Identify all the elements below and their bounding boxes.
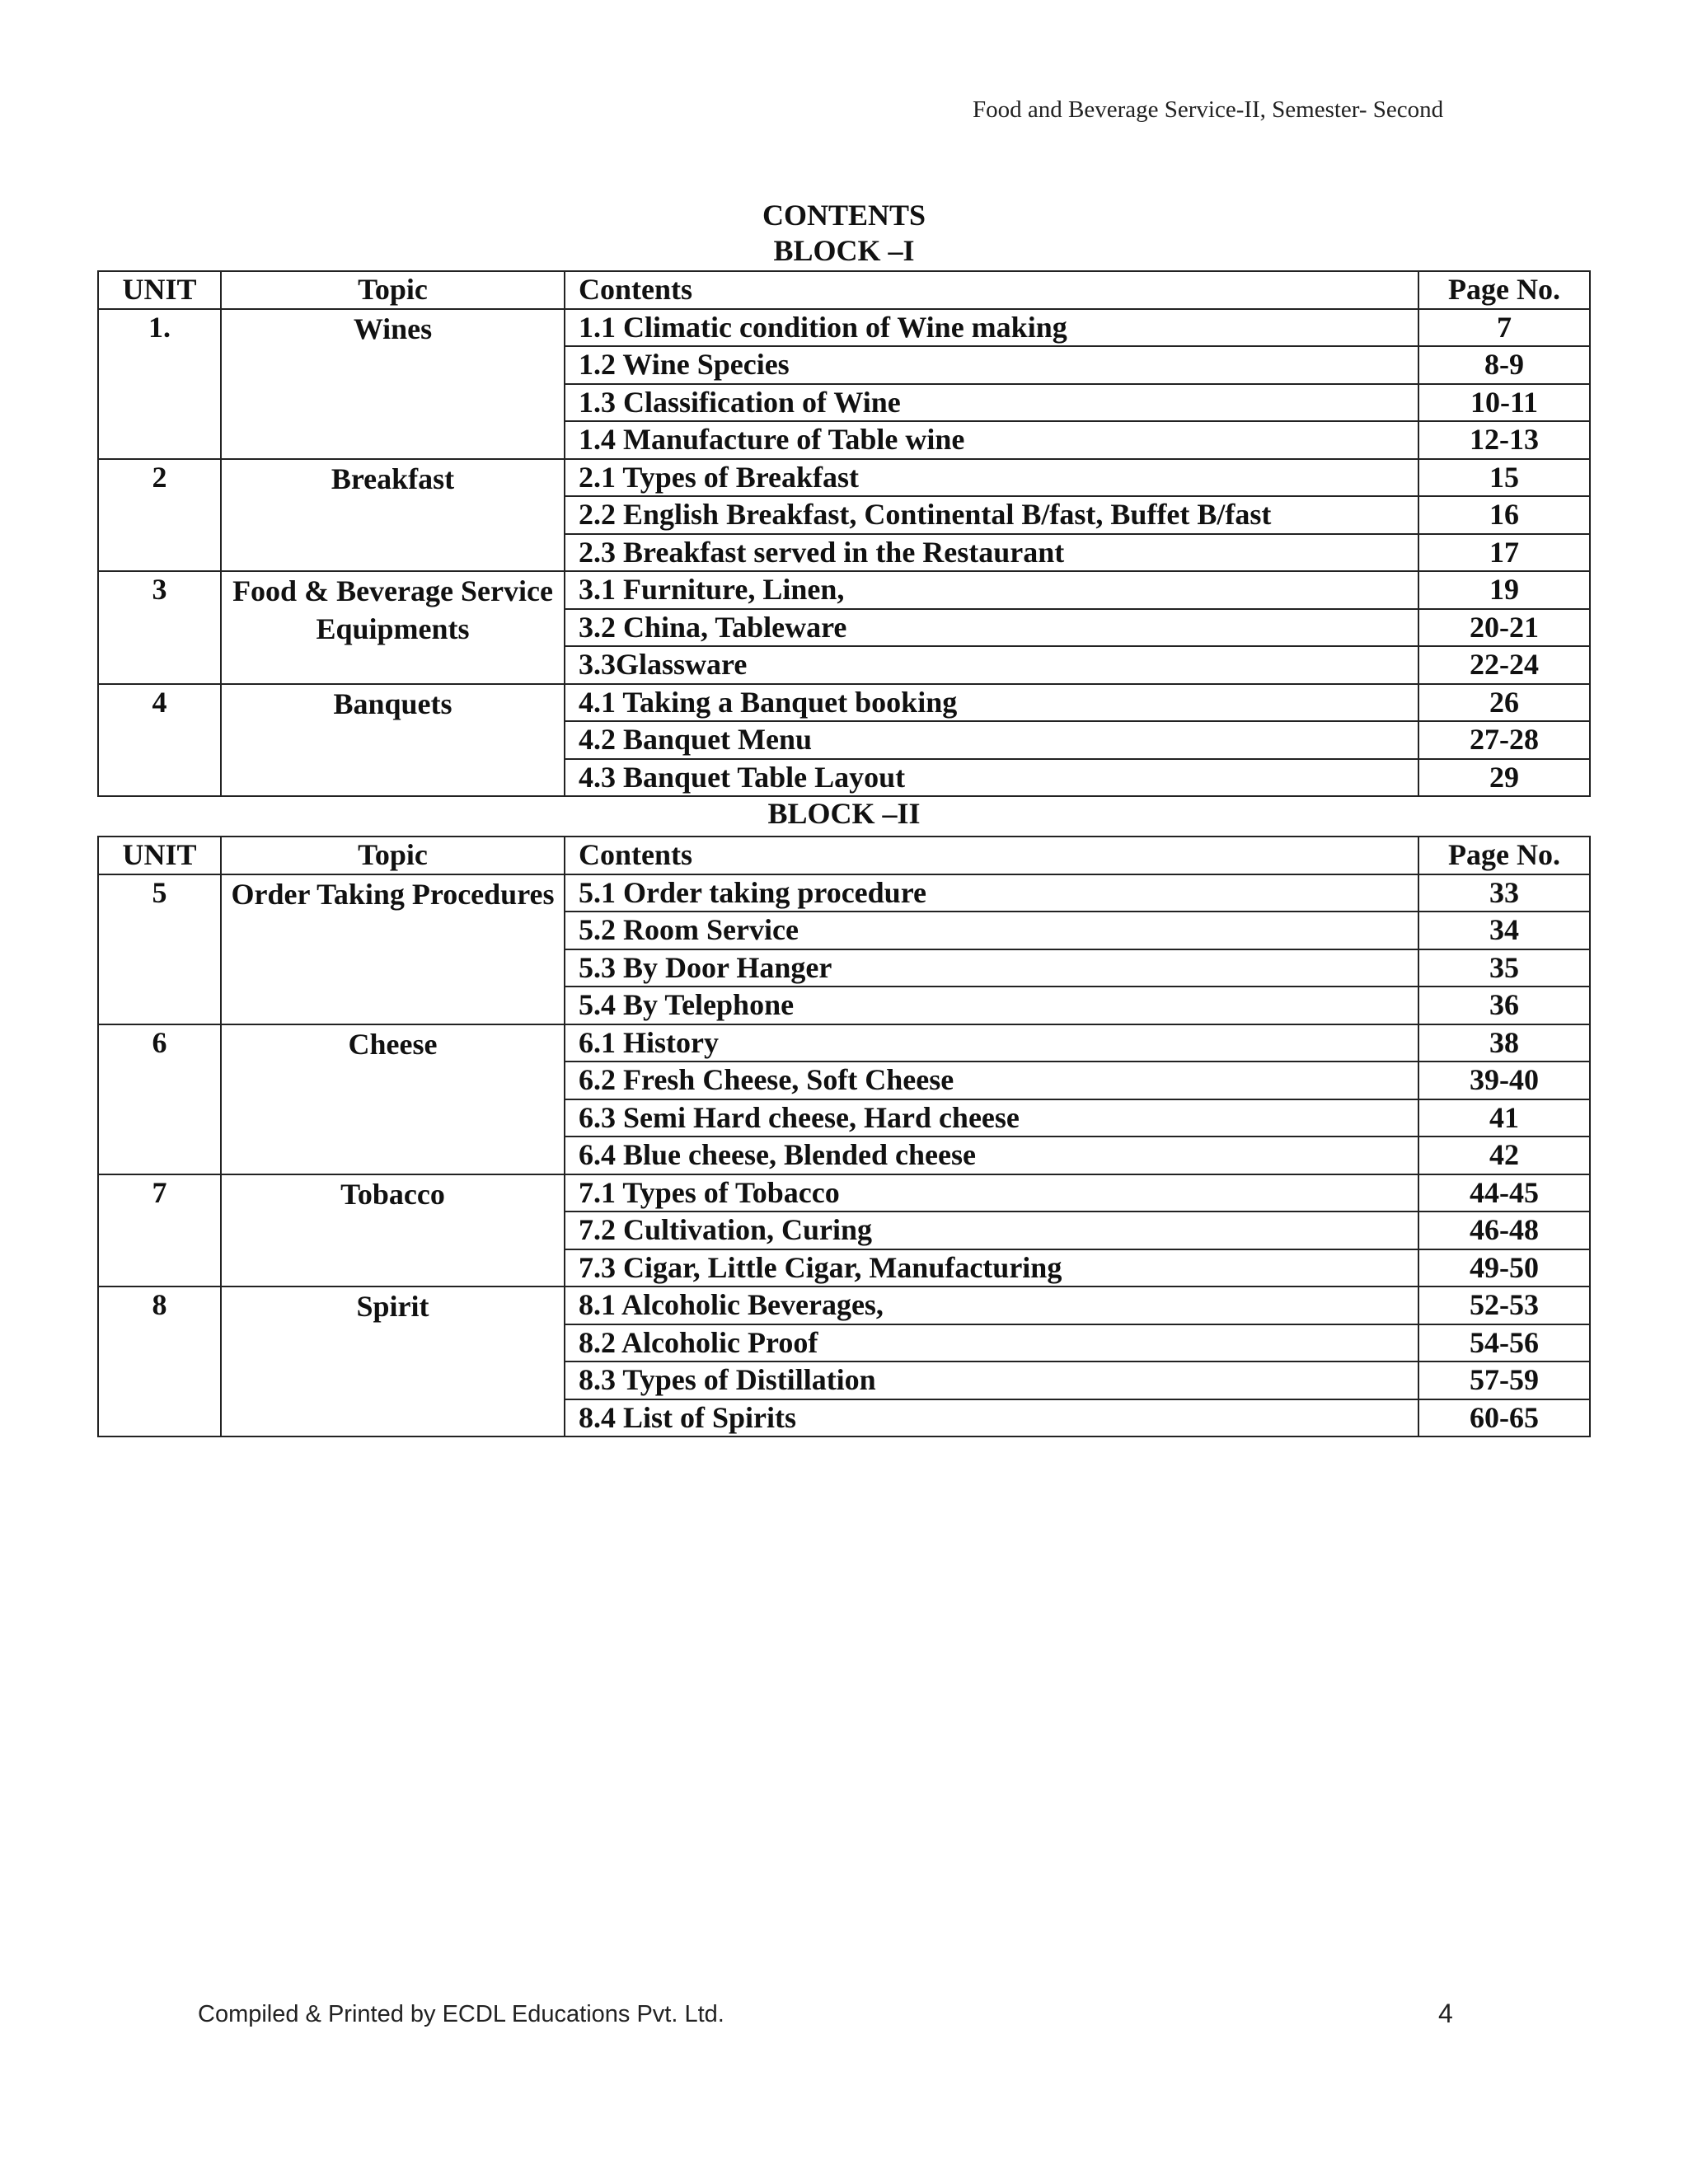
unit-number: 4 (98, 684, 221, 797)
content-entry: 2.3 Breakfast served in the Restaurant (565, 534, 1418, 572)
content-entry: 7.1 Types of Tobacco (565, 1174, 1418, 1212)
content-entry: 6.3 Semi Hard cheese, Hard cheese (565, 1099, 1418, 1137)
column-header-page: Page No. (1418, 271, 1590, 309)
page-ref: 8-9 (1418, 346, 1590, 384)
table-row (98, 684, 1590, 722)
content-entry: 4.2 Banquet Menu (565, 721, 1418, 759)
unit-number: 2 (98, 459, 221, 572)
table-header-row (98, 271, 1590, 309)
content-entry: 8.4 List of Spirits (565, 1399, 1418, 1437)
page-ref: 27-28 (1418, 721, 1590, 759)
page-ref: 26 (1418, 684, 1590, 722)
content-entry: 2.1 Types of Breakfast (565, 459, 1418, 497)
unit-topic: Order Taking Procedures (221, 874, 565, 1024)
unit-topic: Banquets (221, 684, 565, 797)
page-ref: 12-13 (1418, 421, 1590, 459)
unit-topic: Wines (221, 309, 565, 459)
page-ref: 10-11 (1418, 384, 1590, 422)
content-entry: 1.4 Manufacture of Table wine (565, 421, 1418, 459)
content-entry: 7.3 Cigar, Little Cigar, Manufacturing (565, 1249, 1418, 1287)
table-row (98, 874, 1590, 912)
content-entry: 8.3 Types of Distillation (565, 1361, 1418, 1399)
page-ref: 36 (1418, 987, 1590, 1024)
table-row (98, 1024, 1590, 1062)
content-entry: 1.1 Climatic condition of Wine making (565, 309, 1418, 347)
column-header-topic: Topic (221, 837, 565, 874)
content-entry: 2.2 English Breakfast, Continental B/fast, Buffet B/fast (565, 496, 1418, 534)
block-body (98, 309, 1590, 797)
toc-table (97, 270, 1591, 797)
block-title: BLOCK –I (773, 234, 915, 267)
page-ref: 49-50 (1418, 1249, 1590, 1287)
unit-number: 7 (98, 1174, 221, 1287)
content-entry: 6.4 Blue cheese, Blended cheese (565, 1137, 1418, 1174)
page-ref: 42 (1418, 1137, 1590, 1174)
content-entry: 5.3 By Door Hanger (565, 949, 1418, 987)
page-number: 4 (1438, 1999, 1453, 2028)
table-row (98, 459, 1590, 497)
content-entry: 1.2 Wine Species (565, 346, 1418, 384)
column-header-topic: Topic (221, 271, 565, 309)
unit-topic: Tobacco (221, 1174, 565, 1287)
page-ref: 35 (1418, 949, 1590, 987)
content-entry: 8.2 Alcoholic Proof (565, 1324, 1418, 1362)
unit-number: 1. (98, 309, 221, 459)
column-header-page: Page No. (1418, 837, 1590, 874)
page-ref: 57-59 (1418, 1361, 1590, 1399)
page-ref: 16 (1418, 496, 1590, 534)
content-entry: 4.3 Banquet Table Layout (565, 759, 1418, 797)
content-entry: 5.1 Order taking procedure (565, 874, 1418, 912)
unit-number: 5 (98, 874, 221, 1024)
page-ref: 41 (1418, 1099, 1590, 1137)
content-entry: 6.2 Fresh Cheese, Soft Cheese (565, 1062, 1418, 1099)
page-ref: 52-53 (1418, 1286, 1590, 1324)
unit-topic: Spirit (221, 1286, 565, 1436)
content-entry: 3.3Glassware (565, 646, 1418, 684)
content-entry: 1.3 Classification of Wine (565, 384, 1418, 422)
block-body (98, 874, 1590, 1437)
table-header-row (98, 837, 1590, 874)
running-header: Food and Beverage Service-II, Semester- Second (973, 96, 1444, 123)
page-ref: 54-56 (1418, 1324, 1590, 1362)
page-ref: 19 (1418, 571, 1590, 609)
page-ref: 20-21 (1418, 609, 1590, 647)
column-header-unit: UNIT (98, 837, 221, 874)
page-ref: 60-65 (1418, 1399, 1590, 1437)
unit-topic: Breakfast (221, 459, 565, 572)
table-row (98, 571, 1590, 609)
column-header-unit: UNIT (98, 271, 221, 309)
content-entry: 5.4 By Telephone (565, 987, 1418, 1024)
page-ref: 7 (1418, 309, 1590, 347)
content-entry: 8.1 Alcoholic Beverages, (565, 1286, 1418, 1324)
page-ref: 44-45 (1418, 1174, 1590, 1212)
unit-topic: Food & Beverage Service Equipments (221, 571, 565, 684)
page-ref: 17 (1418, 534, 1590, 572)
page-ref: 33 (1418, 874, 1590, 912)
unit-number: 3 (98, 571, 221, 684)
page-ref: 34 (1418, 912, 1590, 949)
table-row (98, 1174, 1590, 1212)
page-ref: 46-48 (1418, 1212, 1590, 1249)
page-ref: 38 (1418, 1024, 1590, 1062)
content-entry: 3.2 China, Tableware (565, 609, 1418, 647)
footer-text: Compiled & Printed by ECDL Educations Pvt. Ltd. (198, 2001, 724, 2027)
column-header-contents: Contents (565, 271, 1418, 309)
content-entry: 7.2 Cultivation, Curing (565, 1212, 1418, 1249)
content-entry: 4.1 Taking a Banquet booking (565, 684, 1418, 722)
page-ref: 29 (1418, 759, 1590, 797)
unit-number: 6 (98, 1024, 221, 1174)
table-row (98, 1286, 1590, 1324)
table-row (98, 309, 1590, 347)
block-title: BLOCK –II (767, 797, 921, 830)
page-ref: 15 (1418, 459, 1590, 497)
content-entry: 6.1 History (565, 1024, 1418, 1062)
page-ref: 22-24 (1418, 646, 1590, 684)
page-ref: 39-40 (1418, 1062, 1590, 1099)
toc-table (97, 836, 1591, 1437)
unit-topic: Cheese (221, 1024, 565, 1174)
unit-number: 8 (98, 1286, 221, 1436)
content-entry: 3.1 Furniture, Linen, (565, 571, 1418, 609)
column-header-contents: Contents (565, 837, 1418, 874)
contents-title: CONTENTS (762, 199, 926, 232)
content-entry: 5.2 Room Service (565, 912, 1418, 949)
